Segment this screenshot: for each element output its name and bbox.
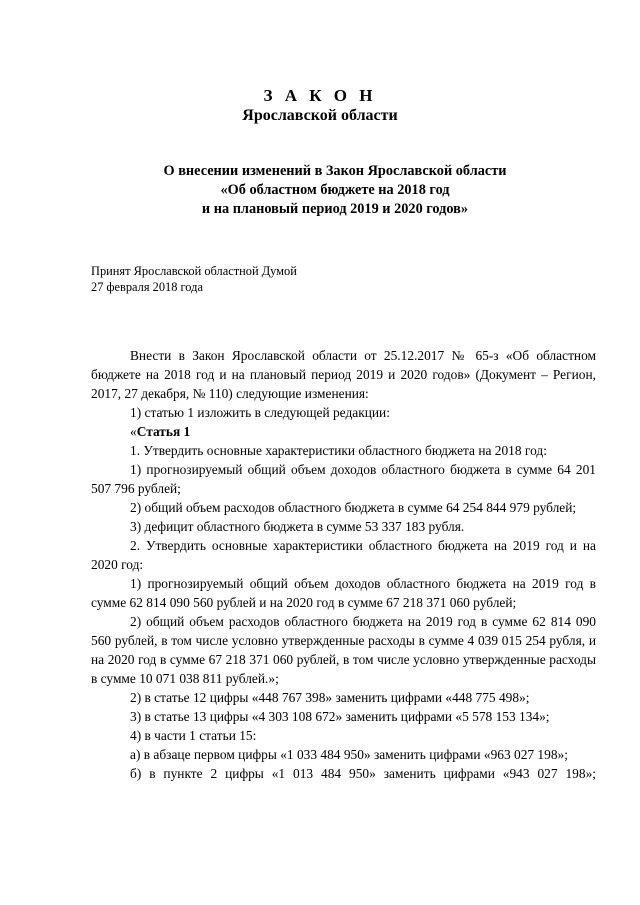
- paragraph: а) в абзаце первом цифры «1 033 484 950» заменить цифрами «963 027 198»;: [130, 747, 568, 762]
- law-heading: З А К О Н: [263, 86, 377, 105]
- paragraph: 2) общий объем расходов областного бюджета на 2019 год в сумме 62 814 090 560 рублей, в том числе условно утвержденные расходы в сумме 4 039 015 254 рубля, и на 2020 год в сумме 67 218 371 060 рублей, в том числе условно утвержденные расходы в сумме 10 071 038 811 рублей.»;: [91, 614, 596, 686]
- paragraph: б) в пункте 2 цифры «1 013 484 950» заменить цифрами «943 027 198»;: [130, 766, 596, 781]
- paragraph: 3) дефицит областного бюджета в сумме 53 337 183 рубля.: [130, 519, 465, 534]
- region-heading: Ярославской области: [242, 107, 398, 124]
- law-title-line: «Об областном бюджете на 2018 год: [220, 182, 450, 198]
- adoption-body: Принят Ярославской областной Думой: [91, 264, 297, 278]
- law-title-line: О внесении изменений в Закон Ярославской области: [163, 163, 507, 179]
- paragraph: 1) статью 1 изложить в следующей редакции:: [130, 405, 390, 420]
- paragraph: 2) общий объем расходов областного бюджета в сумме 64 254 844 979 рублей;: [130, 500, 577, 515]
- article-heading: [91, 422, 596, 441]
- paragraph: 4) в части 1 статьи 15:: [130, 728, 257, 743]
- adoption-info: [91, 263, 297, 295]
- paragraph: 1. Утвердить основные характеристики областного бюджета на 2018 год:: [130, 443, 547, 458]
- law-title-line: и на плановый период 2019 и 2020 годов»: [201, 201, 469, 217]
- paragraph: 2) в статье 12 цифры «448 767 398» заменить цифрами «448 775 498»;: [130, 690, 530, 705]
- adoption-date: 27 февраля 2018 года: [91, 280, 203, 294]
- paragraph: 1) прогнозируемый общий объем доходов областного бюджета в сумме 64 201 507 796 рублей;: [91, 462, 596, 496]
- paragraph: 2. Утвердить основные характеристики областного бюджета на 2019 год и на 2020 год:: [91, 538, 596, 572]
- paragraph-intro: Внести в Закон Ярославской области от 25.12.2017 № 65-з «Об областном бюджете на 2018 год и на плановый период 2019 и 2020 годов» (Документ – Регион, 2017, 27 декабря, № 110) следующие изменения:: [91, 348, 596, 401]
- quote-mark: «: [130, 424, 137, 439]
- article-title: Статья 1: [136, 424, 191, 439]
- paragraph: 1) прогнозируемый общий объем доходов областного бюджета на 2019 год в сумме 62 814 090 560 рублей и на 2020 год в сумме 67 218 371 060 рублей;: [91, 576, 596, 610]
- law-title: [130, 162, 540, 219]
- paragraph: 3) в статье 13 цифры «4 303 108 672» заменить цифрами «5 578 153 134»;: [130, 709, 550, 724]
- law-body: [91, 346, 596, 783]
